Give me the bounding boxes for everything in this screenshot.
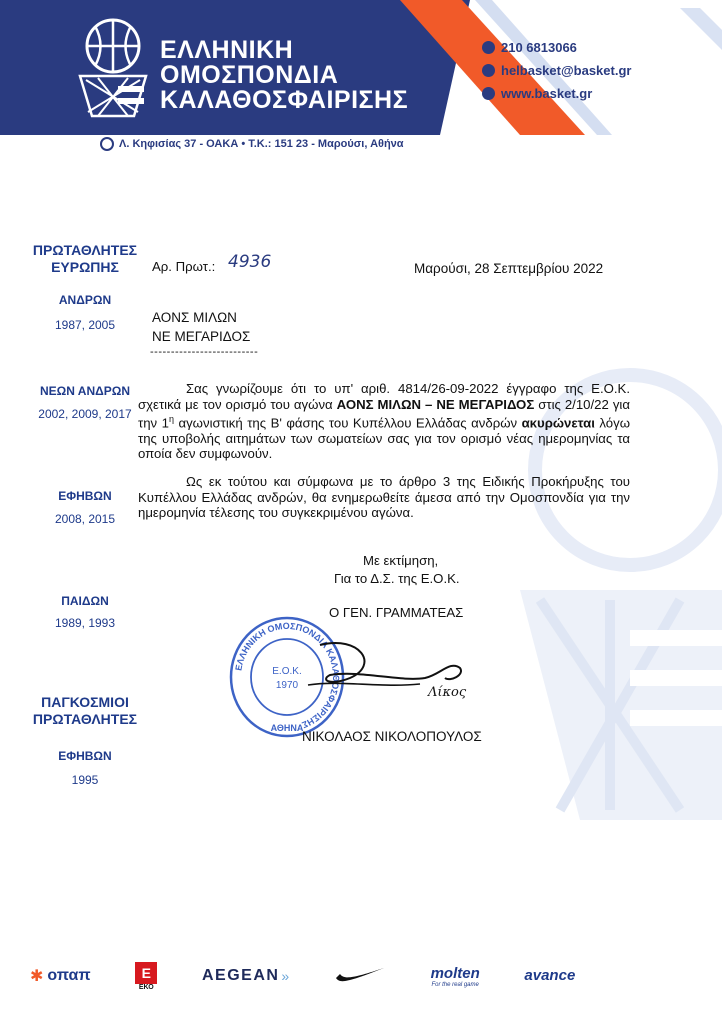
phone-icon: [482, 41, 495, 54]
aegean-label: AEGEAN: [201, 967, 280, 984]
protocol-label: Αρ. Πρωτ.:: [152, 259, 216, 274]
avance-label: avance: [524, 967, 576, 984]
signature: [300, 630, 490, 710]
nike-swoosh-icon: [334, 964, 386, 984]
opap-label: οπαπ: [47, 967, 91, 984]
signer-title: Ο ΓΕΝ. ΓΡΑΜΜΑΤΕΑΣ: [329, 605, 464, 620]
sidebar-world: [20, 694, 150, 728]
p1-match: ΑΟΝΣ ΜΙΛΩΝ – ΝΕ ΜΕΓΑΡΙΔΟΣ: [336, 396, 535, 412]
sidebar-europe: [20, 242, 150, 276]
young-men-label: ΝΕΩΝ ΑΝΔΡΩΝ: [39, 384, 131, 398]
address-text: Λ. Κηφισίας 37 - ΟΑΚΑ • Τ.Κ.: 151 23 - Μαρούσι, Αθήνα: [119, 138, 404, 150]
recipient-rule: --------------------------: [150, 346, 259, 358]
federation-name-line2: ΟΜΟΣΠΟΝΔΙΑ: [160, 61, 339, 89]
eko-label: ΕΚΟ: [138, 983, 154, 991]
sponsor-aegean: [202, 967, 289, 985]
closing-2: Για το Δ.Σ. της Ε.Ο.Κ.: [334, 571, 460, 586]
paragraph-2: Ως εκ τούτου και σύμφωνα με το άρθρο 3 της Ειδικής Προκήρυξης του Κυπέλλου Ελλάδας ανδρών, θα ενημερωθείτε άμεσα από την Ομοσπονδία για την ημερομηνία τέλεσης του συγκεκριμένου αγώνα.: [138, 474, 630, 520]
p1-sup: η: [168, 414, 174, 424]
recipient-1: ΑΟΝΣ ΜΙΛΩΝ: [152, 310, 237, 325]
men-years: 1987, 2005: [54, 318, 116, 332]
sponsor-avance: [524, 967, 575, 985]
stamp-center-1: Ε.Ο.Κ.: [272, 666, 302, 677]
cadets-label: ΠΑΙΔΩΝ: [61, 594, 109, 608]
federation-name-line1: ΕΛΛΗΝΙΚΗ: [160, 36, 294, 64]
email-icon: [482, 64, 495, 77]
stamp-ring-text: ΕΛΛΗΝΙΚΗ ΟΜΟΣΠΟΝΔΙΑ ΚΑΛΑΘΟΣΦΑΙΡΙΣΗΣ: [233, 620, 342, 731]
basketball-logo-icon: [68, 8, 158, 120]
world-title-2: ΠΡΩΤΑΘΛΗΤΕΣ: [32, 711, 138, 727]
signer-name: ΝΙΚΟΛΑΟΣ ΝΙΚΟΛΟΠΟΥΛΟΣ: [302, 729, 482, 744]
sponsor-eko: [135, 962, 157, 991]
signature-scribble-text: Λίκος: [428, 685, 467, 700]
recipient-2: ΝΕ ΜΕΓΑΡΙΔΟΣ: [152, 329, 251, 344]
europe-title-1: ΠΡΩΤΑΘΛΗΤΕΣ: [32, 242, 138, 258]
contact-web: [482, 86, 592, 101]
young-men-years: 2002, 2009, 2017: [38, 407, 132, 421]
aegean-chevron-icon: »: [281, 968, 290, 984]
location-pin-icon: [100, 137, 114, 151]
contact-email: [482, 63, 631, 78]
molten-tagline: For the real game: [431, 981, 479, 988]
federation-name: [160, 38, 408, 113]
eko-logo-icon: Ε: [135, 962, 157, 984]
web-text[interactable]: www.basket.gr: [501, 86, 593, 101]
cadets-years: 1989, 1993: [54, 616, 116, 630]
p1-a: Σας γνωρίζουμε ότι το υπ' αριθ. 4814/26-09-2022 έγγραφο της Ε.Ο.Κ. σχετικά με τον ορισμό του αγώνα: [138, 381, 630, 412]
stamp-bottom: ΑΘΗΝΑ: [270, 723, 304, 733]
molten-label: molten: [430, 964, 480, 982]
men-label: ΑΝΔΡΩΝ: [58, 293, 112, 307]
opap-star-icon: ✱: [30, 968, 44, 985]
email-text[interactable]: helbasket@basket.gr: [501, 63, 632, 78]
world-juniors-label: ΕΦΗΒΩΝ: [58, 749, 112, 763]
closing-1: Με εκτίμηση,: [363, 553, 439, 568]
paragraph-1: [138, 381, 630, 462]
sponsor-molten: [431, 965, 480, 988]
p1-b: στις 2/10/22 για την 1: [138, 396, 630, 431]
stamp-center-2: 1970: [275, 680, 299, 691]
p1-d: λόγω της υποβολής αιτημάτων των σωματείων σας για τον ορισμό νέας ημερομηνίας τα οποία δεν συμφωνούν.: [138, 415, 631, 462]
federation-name-line3: ΚΑΛΑΘΟΣΦΑΙΡΙΣΗΣ: [160, 86, 409, 114]
globe-icon: [482, 87, 495, 100]
juniors-label: ΕΦΗΒΩΝ: [58, 489, 112, 503]
sponsor-nike: [334, 964, 386, 989]
sponsor-opap: [30, 966, 91, 986]
protocol-number: 4936: [228, 252, 272, 272]
p1-cancel: ακυρώνεται: [521, 415, 595, 431]
letter-date: Μαρούσι, 28 Σεπτεμβρίου 2022: [414, 261, 604, 276]
federation-logo: [68, 8, 158, 120]
europe-title-2: ΕΥΡΩΠΗΣ: [51, 259, 119, 275]
world-title-1: ΠΑΓΚΟΣΜΙΟΙ: [41, 694, 129, 710]
juniors-years: 2008, 2015: [54, 512, 116, 526]
sponsor-faded: [620, 963, 680, 989]
contact-phone: [482, 40, 577, 55]
world-juniors-years: 1995: [71, 773, 99, 787]
p1-c: αγωνιστική της Β' φάσης του Κυπέλλου Ελλάδας ανδρών: [173, 415, 522, 431]
sponsor-bar: [30, 956, 680, 996]
signature-graphic: [300, 630, 490, 710]
phone-text: 210 6813066: [501, 40, 577, 55]
address-line: [100, 137, 404, 151]
